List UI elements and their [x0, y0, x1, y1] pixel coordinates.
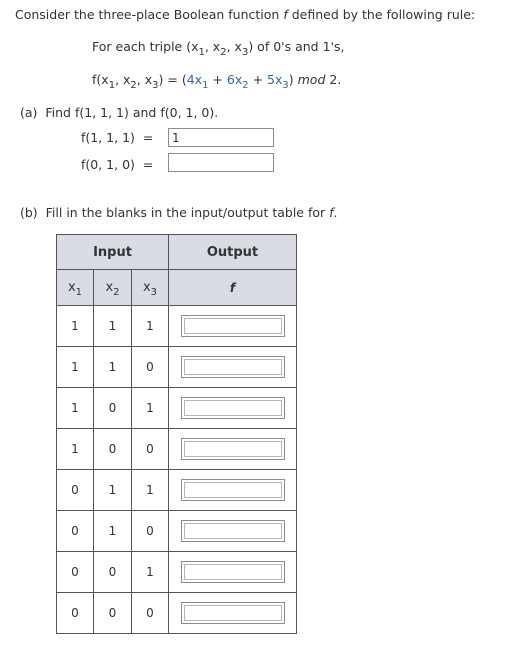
- formula-term: 5x: [267, 72, 283, 87]
- var-sub: 2: [113, 287, 120, 298]
- cell-x3: 0: [132, 511, 169, 552]
- formula-sub: 3: [282, 80, 289, 91]
- part-b-text: Fill in the blanks in the input/output table for: [45, 205, 330, 220]
- part-a-prompt: [20, 105, 218, 120]
- part-a-text: Find: [45, 105, 75, 120]
- rule-formula: [92, 72, 342, 91]
- table-body: [57, 306, 297, 634]
- cell-x3: 0: [132, 347, 169, 388]
- f111-input[interactable]: [168, 128, 274, 147]
- cell-x3: 0: [132, 429, 169, 470]
- rule-sub: 3: [241, 47, 249, 58]
- part-a-text: and: [128, 105, 161, 120]
- cell-x3: 1: [132, 388, 169, 429]
- col-x3: [132, 270, 169, 306]
- table-row: [57, 347, 297, 388]
- cell-output: [169, 511, 297, 552]
- cell-x1: 1: [57, 347, 94, 388]
- output-input[interactable]: [181, 602, 285, 624]
- rule-text: , x: [204, 39, 221, 54]
- formula-sub: 2: [242, 80, 249, 91]
- cell-output: [169, 470, 297, 511]
- f010-input[interactable]: [168, 153, 274, 172]
- table-row: [57, 429, 297, 470]
- intro-text: [15, 7, 475, 22]
- cell-x2: 1: [94, 470, 132, 511]
- formula-sub: 2: [130, 80, 137, 91]
- cell-x3: 1: [132, 470, 169, 511]
- cell-x1: 0: [57, 470, 94, 511]
- cell-x3: 0: [132, 593, 169, 634]
- formula-text: ): [288, 72, 298, 87]
- intro-f: f: [283, 7, 288, 22]
- cell-x1: 0: [57, 552, 94, 593]
- f010-label: f(0, 1, 0) =: [81, 157, 154, 172]
- cell-x1: 0: [57, 511, 94, 552]
- cell-output: [169, 388, 297, 429]
- table-row: [57, 306, 297, 347]
- part-b-label: (b): [20, 205, 38, 220]
- cell-output: [169, 306, 297, 347]
- formula-text: , x: [115, 72, 131, 87]
- intro-post: defined by the following rule:: [287, 7, 476, 22]
- cell-x2: 0: [94, 388, 132, 429]
- part-a-text: f(0, 1, 0).: [160, 105, 219, 120]
- input-header: Input: [57, 235, 169, 270]
- cell-output: [169, 429, 297, 470]
- cell-x2: 1: [94, 306, 132, 347]
- rule-text: , x: [226, 39, 242, 54]
- var-sub: 3: [150, 287, 158, 298]
- part-b-prompt: [20, 205, 338, 220]
- cell-x2: 1: [94, 511, 132, 552]
- table-row: [57, 388, 297, 429]
- col-x1: [57, 270, 94, 306]
- cell-x2: 0: [94, 552, 132, 593]
- cell-x3: 1: [132, 306, 169, 347]
- rule-line-1: [92, 39, 345, 58]
- formula-text: +: [208, 72, 227, 87]
- rule-sub: 1: [198, 47, 205, 58]
- io-table: [56, 234, 297, 634]
- intro-pre: Consider the three-place Boolean function: [15, 7, 284, 22]
- cell-x2: 0: [94, 429, 132, 470]
- cell-x3: 1: [132, 552, 169, 593]
- formula-mod: mod: [297, 72, 326, 87]
- f111-label: f(1, 1, 1) =: [81, 130, 154, 145]
- rule-text: ) of 0's and 1's,: [248, 39, 345, 54]
- table-row: [57, 511, 297, 552]
- table-row: [57, 470, 297, 511]
- table-row: [57, 593, 297, 634]
- output-input[interactable]: [181, 356, 285, 378]
- part-b-f: f: [329, 205, 334, 220]
- formula-sub: 1: [108, 80, 116, 91]
- formula-text: +: [248, 72, 268, 87]
- formula-term: 6x: [226, 72, 243, 87]
- cell-output: [169, 347, 297, 388]
- part-b-text: .: [333, 205, 338, 220]
- rule-sub: 2: [220, 47, 227, 58]
- col-f: f: [169, 270, 297, 306]
- var-x: x: [105, 280, 114, 295]
- cell-x1: 0: [57, 593, 94, 634]
- cell-x2: 0: [94, 593, 132, 634]
- table-row: [57, 552, 297, 593]
- cell-output: [169, 593, 297, 634]
- output-input[interactable]: [181, 315, 285, 337]
- formula-text: 2.: [325, 72, 342, 87]
- formula-text: ) = (: [158, 72, 187, 87]
- formula-sub: 1: [202, 80, 209, 91]
- output-input[interactable]: [181, 438, 285, 460]
- cell-x1: 1: [57, 306, 94, 347]
- var-x: x: [67, 280, 76, 295]
- formula-sub: 3: [152, 80, 159, 91]
- part-a-label: (a): [20, 105, 38, 120]
- part-a-text: f(1, 1, 1): [74, 105, 129, 120]
- col-x2: [94, 270, 132, 306]
- cell-output: [169, 552, 297, 593]
- output-input[interactable]: [181, 479, 285, 501]
- var-sub: 1: [75, 287, 83, 298]
- cell-x1: 1: [57, 429, 94, 470]
- cell-x2: 1: [94, 347, 132, 388]
- formula-text: , x: [136, 72, 153, 87]
- formula-term: 4x: [186, 72, 203, 87]
- var-x: x: [142, 280, 151, 295]
- formula-text: f(x: [92, 72, 109, 87]
- output-input[interactable]: [181, 397, 285, 419]
- rule-text: For each triple (x: [92, 39, 199, 54]
- output-input[interactable]: [181, 561, 285, 583]
- output-header: Output: [169, 235, 297, 270]
- cell-x1: 1: [57, 388, 94, 429]
- output-input[interactable]: [181, 520, 285, 542]
